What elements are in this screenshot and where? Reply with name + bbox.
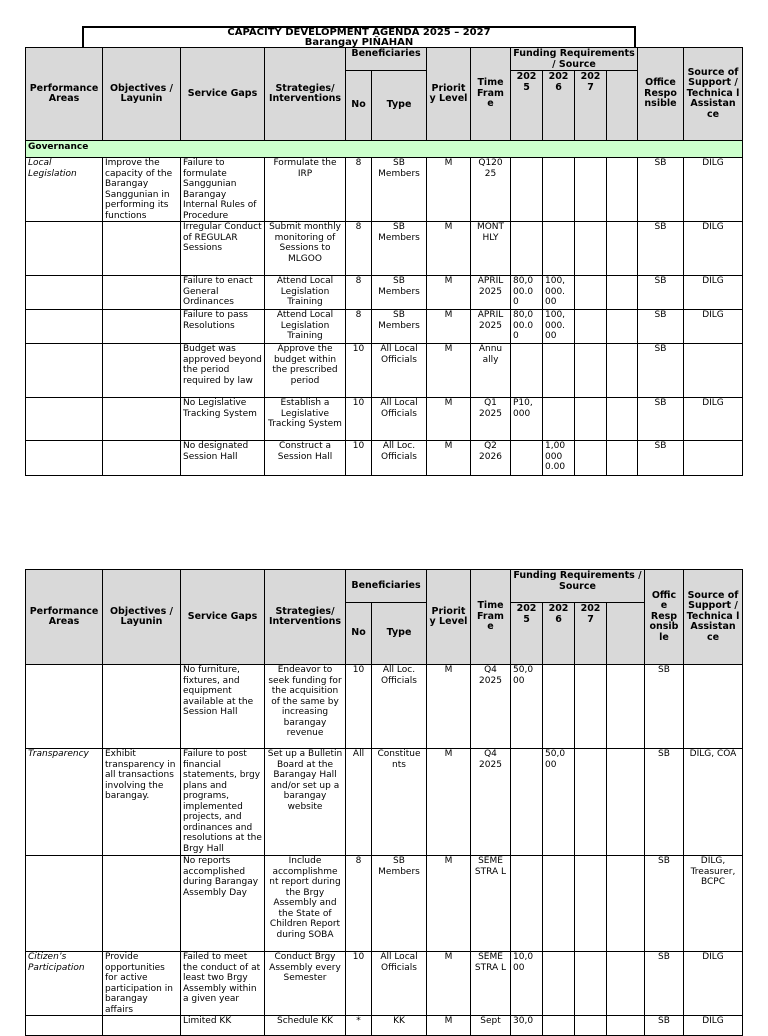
office-responsible-cell: SB: [638, 276, 684, 310]
strategy-cell: Submit monthly monitoring of Sessions to MLGOO: [265, 222, 346, 276]
time-frame-cell: APRIL 2025: [471, 276, 511, 310]
performance-area-cell: [26, 441, 103, 476]
col-2026: 202 6: [543, 603, 575, 665]
funding-2026-cell: [543, 1016, 575, 1036]
office-responsible-cell: SB: [638, 398, 684, 441]
office-responsible-cell: SB: [638, 344, 684, 398]
col-ben-no: No: [346, 71, 372, 141]
funding-2027-cell: [575, 749, 607, 856]
service-gap-cell: Limited KK: [181, 1016, 265, 1036]
strategy-cell: Include accomplishme nt report during the Brgy Assembly and the State of Children Report during SOBA: [265, 856, 346, 952]
time-frame-cell: Annu ally: [471, 344, 511, 398]
funding-2027-cell: [575, 222, 607, 276]
funding-extra-cell: [607, 344, 638, 398]
col-funding-extra: [607, 71, 638, 141]
service-gap-cell: No reports accomplished during Barangay Assembly Day: [181, 856, 265, 952]
funding-2025-cell: 50,0 00: [511, 665, 543, 749]
funding-2025-cell: 30,0: [511, 1016, 543, 1036]
funding-extra-cell: [607, 665, 645, 749]
page-title-line1: CAPACITY DEVELOPMENT AGENDA 2025 – 2027: [227, 27, 491, 38]
funding-2025-cell: [511, 856, 543, 952]
performance-area-cell: Transparency: [26, 749, 103, 856]
performance-area-cell: [26, 665, 103, 749]
col-service-gaps: Service Gaps: [181, 48, 265, 141]
beneficiary-count-cell: 10: [346, 398, 372, 441]
funding-2026-cell: [543, 158, 575, 222]
priority-level-cell: M: [427, 344, 471, 398]
support-source-cell: [684, 441, 743, 476]
priority-level-cell: M: [427, 952, 471, 1016]
time-frame-cell: Q120 25: [471, 158, 511, 222]
time-frame-cell: SEME STRA L: [471, 952, 511, 1016]
beneficiary-type-cell: All Loc. Officials: [372, 665, 427, 749]
funding-2027-cell: [575, 856, 607, 952]
office-responsible-cell: SB: [638, 158, 684, 222]
service-gap-cell: Failed to meet the conduct of at least two Brgy Assembly within a given year: [181, 952, 265, 1016]
page-title-line2: Barangay PIÑAHAN: [304, 37, 414, 48]
strategy-cell: Construct a Session Hall: [265, 441, 346, 476]
beneficiary-count-cell: *: [346, 1016, 372, 1036]
table-row: [26, 344, 743, 398]
table-row: [26, 856, 743, 952]
time-frame-cell: SEME STRA L: [471, 856, 511, 952]
performance-area-cell: [26, 276, 103, 310]
beneficiary-type-cell: All Local Officials: [372, 952, 427, 1016]
beneficiary-count-cell: 8: [346, 310, 372, 344]
col-office: Offic e Resp onsib le: [645, 570, 684, 665]
funding-extra-cell: [607, 952, 645, 1016]
beneficiary-type-cell: All Local Officials: [372, 398, 427, 441]
performance-area-cell: [26, 856, 103, 952]
funding-extra-cell: [607, 276, 638, 310]
beneficiary-type-cell: All Local Officials: [372, 344, 427, 398]
funding-2025-cell: [511, 158, 543, 222]
col-funding: Funding Requirements / Source: [511, 48, 638, 71]
funding-2025-cell: 80,0 00.0 0: [511, 276, 543, 310]
page-title: [82, 26, 636, 48]
strategy-cell: Endeavor to seek funding for the acquisition of the same by increasing barangay revenue: [265, 665, 346, 749]
support-source-cell: [684, 665, 743, 749]
col-strategies: Strategies/ Interventions: [265, 570, 346, 665]
priority-level-cell: M: [427, 441, 471, 476]
beneficiary-type-cell: SB Members: [372, 856, 427, 952]
beneficiary-type-cell: Constitue nts: [372, 749, 427, 856]
beneficiary-count-cell: All: [346, 749, 372, 856]
support-source-cell: DILG: [684, 952, 743, 1016]
priority-level-cell: M: [427, 398, 471, 441]
priority-level-cell: M: [427, 276, 471, 310]
funding-2027-cell: [575, 952, 607, 1016]
funding-2025-cell: [511, 749, 543, 856]
beneficiary-count-cell: 8: [346, 222, 372, 276]
table-row: [26, 665, 743, 749]
beneficiary-count-cell: 10: [346, 952, 372, 1016]
service-gap-cell: Failure to formulate Sanggunian Barangay Internal Rules of Procedure: [181, 158, 265, 222]
service-gap-cell: No Legislative Tracking System: [181, 398, 265, 441]
table-row: [26, 276, 743, 310]
table-row: [26, 1016, 743, 1036]
table-row: [26, 310, 743, 344]
funding-2025-cell: [511, 441, 543, 476]
beneficiary-count-cell: 10: [346, 441, 372, 476]
strategy-cell: Establish a Legislative Tracking System: [265, 398, 346, 441]
time-frame-cell: Q2 2026: [471, 441, 511, 476]
time-frame-cell: MONT HLY: [471, 222, 511, 276]
performance-area-cell: [26, 310, 103, 344]
office-responsible-cell: SB: [645, 856, 684, 952]
capacity-agenda-table-2: [25, 569, 743, 1036]
performance-area-cell: [26, 398, 103, 441]
col-objectives: Objectives / Layunin: [103, 48, 181, 141]
beneficiary-type-cell: SB Members: [372, 158, 427, 222]
funding-2026-cell: [543, 222, 575, 276]
beneficiary-count-cell: 8: [346, 158, 372, 222]
objective-cell: Provide opportunities for active participation in barangay affairs: [103, 952, 181, 1016]
col-priority: Priorit y Level: [427, 570, 471, 665]
strategy-cell: Conduct Brgy Assembly every Semester: [265, 952, 346, 1016]
col-2025: 202 5: [511, 603, 543, 665]
funding-2025-cell: 10,0 00: [511, 952, 543, 1016]
funding-extra-cell: [607, 1016, 645, 1036]
office-responsible-cell: SB: [638, 441, 684, 476]
col-ben-type: Type: [372, 603, 427, 665]
funding-2026-cell: [543, 856, 575, 952]
section-governance: Governance: [26, 141, 743, 158]
col-funding-extra: [607, 603, 645, 665]
service-gap-cell: No designated Session Hall: [181, 441, 265, 476]
funding-extra-cell: [607, 856, 645, 952]
beneficiary-type-cell: SB Members: [372, 222, 427, 276]
performance-area-cell: [26, 222, 103, 276]
strategy-cell: Schedule KK: [265, 1016, 346, 1036]
objective-cell: [103, 398, 181, 441]
objective-cell: [103, 310, 181, 344]
col-service-gaps: Service Gaps: [181, 570, 265, 665]
col-time-frame: Time Fram e: [471, 48, 511, 141]
priority-level-cell: M: [427, 749, 471, 856]
time-frame-cell: APRIL 2025: [471, 310, 511, 344]
funding-2026-cell: 50,0 00: [543, 749, 575, 856]
table-row: [26, 441, 743, 476]
col-performance-areas: Performance Areas: [26, 48, 103, 141]
funding-2027-cell: [575, 441, 607, 476]
service-gap-cell: No furniture, fixtures, and equipment available at the Session Hall: [181, 665, 265, 749]
performance-area-cell: [26, 1016, 103, 1036]
funding-2026-cell: [543, 665, 575, 749]
capacity-agenda-table-1: [25, 47, 743, 476]
table-row: [26, 158, 743, 222]
col-time-frame: Time Fram e: [471, 570, 511, 665]
service-gap-cell: Failure to pass Resolutions: [181, 310, 265, 344]
col-2027: 202 7: [575, 603, 607, 665]
col-source: Source of Support / Technica l Assistan ce: [684, 570, 743, 665]
beneficiary-type-cell: KK: [372, 1016, 427, 1036]
strategy-cell: Set up a Bulletin Board at the Barangay Hall and/or set up a barangay website: [265, 749, 346, 856]
funding-2026-cell: 1,00 000 0.00: [543, 441, 575, 476]
time-frame-cell: Q4 2025: [471, 749, 511, 856]
support-source-cell: DILG: [684, 276, 743, 310]
beneficiary-count-cell: 8: [346, 856, 372, 952]
objective-cell: Exhibit transparency in all transactions involving the barangay.: [103, 749, 181, 856]
funding-extra-cell: [607, 158, 638, 222]
priority-level-cell: M: [427, 310, 471, 344]
funding-extra-cell: [607, 749, 645, 856]
support-source-cell: DILG, Treasurer, BCPC: [684, 856, 743, 952]
beneficiary-count-cell: 10: [346, 344, 372, 398]
support-source-cell: [684, 344, 743, 398]
col-2025: 202 5: [511, 71, 543, 141]
support-source-cell: DILG: [684, 158, 743, 222]
beneficiary-count-cell: 10: [346, 665, 372, 749]
col-funding: Funding Requirements / Source: [511, 570, 645, 603]
table-row: [26, 952, 743, 1016]
col-beneficiaries: Beneficiaries: [346, 570, 427, 603]
col-source: Source of Support / Technica l Assistan ce: [684, 48, 743, 141]
funding-2026-cell: [543, 952, 575, 1016]
support-source-cell: DILG, COA: [684, 749, 743, 856]
service-gap-cell: Failure to post financial statements, brgy plans and programs, implemented projects, and ordinances and resolutions at the Brgy Hall: [181, 749, 265, 856]
performance-area-cell: Citizen’s Participation: [26, 952, 103, 1016]
funding-extra-cell: [607, 441, 638, 476]
office-responsible-cell: SB: [638, 310, 684, 344]
support-source-cell: DILG: [684, 310, 743, 344]
beneficiary-type-cell: SB Members: [372, 310, 427, 344]
office-responsible-cell: SB: [645, 665, 684, 749]
col-2026: 202 6: [543, 71, 575, 141]
time-frame-cell: Sept: [471, 1016, 511, 1036]
strategy-cell: Approve the budget within the prescribed period: [265, 344, 346, 398]
funding-2025-cell: 80,0 00.0 0: [511, 310, 543, 344]
col-strategies: Strategies/ Interventions: [265, 48, 346, 141]
time-frame-cell: Q1 2025: [471, 398, 511, 441]
strategy-cell: Attend Local Legislation Training: [265, 276, 346, 310]
beneficiary-type-cell: SB Members: [372, 276, 427, 310]
service-gap-cell: Irregular Conduct of REGULAR Sessions: [181, 222, 265, 276]
col-objectives: Objectives / Layunin: [103, 570, 181, 665]
funding-2027-cell: [575, 1016, 607, 1036]
funding-extra-cell: [607, 398, 638, 441]
funding-extra-cell: [607, 222, 638, 276]
col-beneficiaries: Beneficiaries: [346, 48, 427, 71]
strategy-cell: Attend Local Legislation Training: [265, 310, 346, 344]
objective-cell: [103, 222, 181, 276]
funding-2027-cell: [575, 310, 607, 344]
service-gap-cell: Failure to enact General Ordinances: [181, 276, 265, 310]
time-frame-cell: Q4 2025: [471, 665, 511, 749]
funding-2027-cell: [575, 665, 607, 749]
table-row: [26, 222, 743, 276]
objective-cell: [103, 1016, 181, 1036]
priority-level-cell: M: [427, 158, 471, 222]
col-office: Office Respo nsible: [638, 48, 684, 141]
office-responsible-cell: SB: [645, 749, 684, 856]
objective-cell: [103, 856, 181, 952]
support-source-cell: DILG: [684, 1016, 743, 1036]
funding-2027-cell: [575, 276, 607, 310]
funding-2027-cell: [575, 398, 607, 441]
funding-extra-cell: [607, 310, 638, 344]
col-ben-type: Type: [372, 71, 427, 141]
objective-cell: Improve the capacity of the Barangay Sanggunian in performing its functions: [103, 158, 181, 222]
beneficiary-type-cell: All Loc. Officials: [372, 441, 427, 476]
priority-level-cell: M: [427, 856, 471, 952]
priority-level-cell: M: [427, 1016, 471, 1036]
support-source-cell: DILG: [684, 222, 743, 276]
office-responsible-cell: SB: [638, 222, 684, 276]
service-gap-cell: Budget was approved beyond the period required by law: [181, 344, 265, 398]
objective-cell: [103, 441, 181, 476]
beneficiary-count-cell: 8: [346, 276, 372, 310]
col-priority: Priorit y Level: [427, 48, 471, 141]
objective-cell: [103, 276, 181, 310]
support-source-cell: DILG: [684, 398, 743, 441]
table-row: [26, 398, 743, 441]
strategy-cell: Formulate the IRP: [265, 158, 346, 222]
funding-2025-cell: [511, 222, 543, 276]
funding-2026-cell: [543, 398, 575, 441]
office-responsible-cell: SB: [645, 952, 684, 1016]
funding-2025-cell: [511, 344, 543, 398]
funding-2026-cell: 100, 000. 00: [543, 276, 575, 310]
performance-area-cell: [26, 344, 103, 398]
col-performance-areas: Performance Areas: [26, 570, 103, 665]
table-row: [26, 749, 743, 856]
col-2027: 202 7: [575, 71, 607, 141]
funding-2026-cell: [543, 344, 575, 398]
office-responsible-cell: SB: [645, 1016, 684, 1036]
objective-cell: [103, 344, 181, 398]
priority-level-cell: M: [427, 222, 471, 276]
col-ben-no: No: [346, 603, 372, 665]
funding-2027-cell: [575, 158, 607, 222]
funding-2026-cell: 100, 000. 00: [543, 310, 575, 344]
performance-area-cell: Local Legislation: [26, 158, 103, 222]
funding-2025-cell: P10, 000: [511, 398, 543, 441]
funding-2027-cell: [575, 344, 607, 398]
objective-cell: [103, 665, 181, 749]
priority-level-cell: M: [427, 665, 471, 749]
